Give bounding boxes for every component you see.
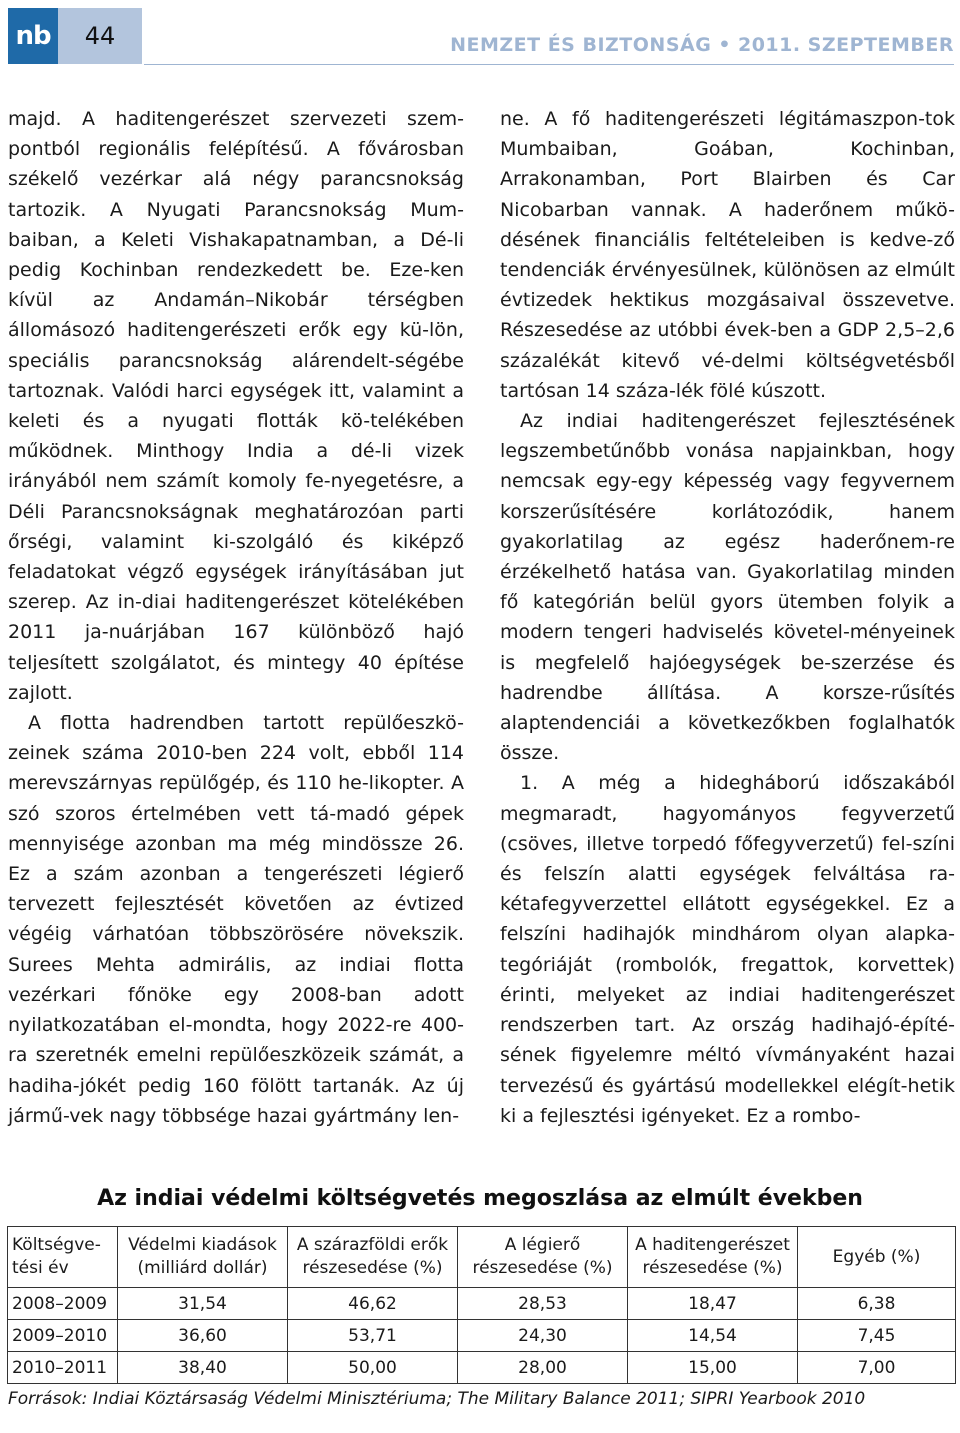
cell-navy: 18,47 bbox=[628, 1288, 798, 1320]
table-row bbox=[8, 1352, 956, 1384]
cell-air-force: 28,53 bbox=[458, 1288, 628, 1320]
cell-other: 7,00 bbox=[798, 1352, 956, 1384]
separator-dot: • bbox=[718, 34, 731, 56]
cell-navy: 14,54 bbox=[628, 1320, 798, 1352]
cell-year: 2008–2009 bbox=[8, 1288, 118, 1320]
cell-other: 6,38 bbox=[798, 1288, 956, 1320]
cell-year: 2009–2010 bbox=[8, 1320, 118, 1352]
magazine-logo: nb bbox=[8, 8, 58, 64]
cell-spending: 38,40 bbox=[118, 1352, 288, 1384]
column-header-navy: A haditengerészet részesedése (%) bbox=[628, 1227, 798, 1288]
cell-spending: 31,54 bbox=[118, 1288, 288, 1320]
cell-other: 7,45 bbox=[798, 1320, 956, 1352]
cell-air-force: 24,30 bbox=[458, 1320, 628, 1352]
cell-land-forces: 46,62 bbox=[288, 1288, 458, 1320]
table-header-row bbox=[8, 1227, 956, 1288]
paragraph: A flotta hadrendben tartott repülőeszkö-zeinek száma 2010-ben 224 volt, ebből 114 merevszárnyas repülőgép, és 110 he-likopter. A szó szoros értelmében vett tá-madó gépek mennyisége azonban ma még mindössze 26. Ez a szám azonban a tengerészeti légierő tervezett fejlesztését követően az évtized végéig várhatóan többszörösére növekszik. Surees Mehta admirális, az indiai flotta vezérkari főnöke egy 2008-ban adott nyilatkozatában el-mondta, hogy 2022-re 400-ra szeretnék emelni repülőeszközeik számát, a hadiha-jókét pedig 160 fölött tartanák. Az új jármű-vek nagy többsége hazai gyártmány len- bbox=[8, 712, 464, 1127]
paragraph: Az indiai haditengerészet fejlesztésének legszembetűnőbb vonása napjainkban, hogy nemcsak egy-egy képesség vagy fegyvernem korszerűsítésére korlátozódik, hanem gyakorlatilag az egész haderőnem-re érzékelhető hatása van. Gyakorlatilag minden fő kategórián belül gyors ütemben folyik a modern tengeri hadviselés követel-ményeinek is megfelelő hajóegységek be-szerzése és hadrendbe állítása. A korsze-rűsítés alaptendenciái a következőkben foglalhatók össze. bbox=[500, 410, 955, 765]
page-header bbox=[0, 0, 960, 100]
page-number: 44 bbox=[58, 8, 142, 64]
cell-land-forces: 53,71 bbox=[288, 1320, 458, 1352]
paragraph: 1. A még a hidegháború időszakából megmaradt, hagyományos fegyverzetű (csöves, illetve torpedó főfegyverzetű) fel-színi és felszín alatti egységek felváltása ra-kétafegyverzettel ellátott egységekkel. Ez a felszíni hadihajók mindhárom olyan alapka-tegóriáját (rombolók, fregattok, korvettek) érinti, melyeket az indiai haditengerészet rendszerben tart. Az ország hadihajó-építé-sének figyelemre méltó vívmányaként hazai tervezésű és gyártású modellekkel elégít-hetik ki a fejlesztési igényeket. Ez a rombo- bbox=[500, 772, 955, 1127]
column-header-air-force: A légierő részesedése (%) bbox=[458, 1227, 628, 1288]
table-row bbox=[8, 1288, 956, 1320]
cell-spending: 36,60 bbox=[118, 1320, 288, 1352]
paragraph: majd. A haditengerészet szervezeti szem-pontból regionális felépítésű. A fővárosban székelő vezérkar alá négy parancsnokság tartozik. A Nyugati Parancsnokság Mum-baiban, a Keleti Vishakapatnamban, a Dé-li pedig Kochinban rendezkedett be. Eze-ken kívül az Andamán–Nikobár térségben állomásozó haditengerészeti erők egy kü-lön, speciális parancsnokság alárendelt-ségébe tartoznak. Valódi harci egységek itt, valamint a keleti és a nyugati flották kö-telékében működnek. Minthogy India a dé-li vizek irányából nem számít komoly fe-nyegetésre, a Déli Parancsnokságnak meghatározóan parti őrségi, valamint ki-szolgáló és kiképző feladatokat végző egységek irányításában jut szerep. Az in-diai haditengerészet kötelékében 2011 ja-nuárjában 167 különböző hajó teljesített szolgálatot, és mintegy 40 építése zajlott. bbox=[8, 108, 464, 704]
cell-air-force: 28,00 bbox=[458, 1352, 628, 1384]
header-rule bbox=[144, 64, 954, 65]
table-sources: Források: Indiai Köztársaság Védelmi Minisztériuma; The Military Balance 2011; SIPRI Yearbook 2010 bbox=[8, 1389, 866, 1409]
masthead bbox=[450, 34, 954, 56]
column-header-land-forces: A szárazföldi erők részesedése (%) bbox=[288, 1227, 458, 1288]
column-header-other: Egyéb (%) bbox=[798, 1227, 956, 1288]
cell-year: 2010–2011 bbox=[8, 1352, 118, 1384]
right-column bbox=[500, 104, 955, 1131]
issue-date: 2011. SZEPTEMBER bbox=[737, 34, 954, 56]
cell-navy: 15,00 bbox=[628, 1352, 798, 1384]
table-title: Az indiai védelmi költségvetés megoszlása az elmúlt években bbox=[97, 1186, 863, 1211]
column-header-spending: Védelmi kiadások (milliárd dollár) bbox=[118, 1227, 288, 1288]
table-row bbox=[8, 1320, 956, 1352]
paragraph: ne. A fő haditengerészeti légitámaszpon-tok Mumbaiban, Goában, Kochinban, Arrakonamban, Port Blairben és Car Nicobarban vannak. A haderőnem műkö-désének financiális feltételeiben is kedve-ző tendenciák érvényesülnek, különösen az elmúlt évtizedek hektikus mozgásaival összevetve. Részesedése az utóbbi évek-ben a GDP 2,5–2,6 százalékát kitevő vé-delmi költségvetésből tartósan 14 száza-lék fölé kúszott. bbox=[500, 108, 955, 402]
magazine-title: NEMZET ÉS BIZTONSÁG bbox=[450, 34, 712, 56]
budget-table bbox=[7, 1226, 956, 1384]
left-column bbox=[8, 104, 464, 1131]
cell-land-forces: 50,00 bbox=[288, 1352, 458, 1384]
column-header-year: Költségve-tési év bbox=[8, 1227, 118, 1288]
